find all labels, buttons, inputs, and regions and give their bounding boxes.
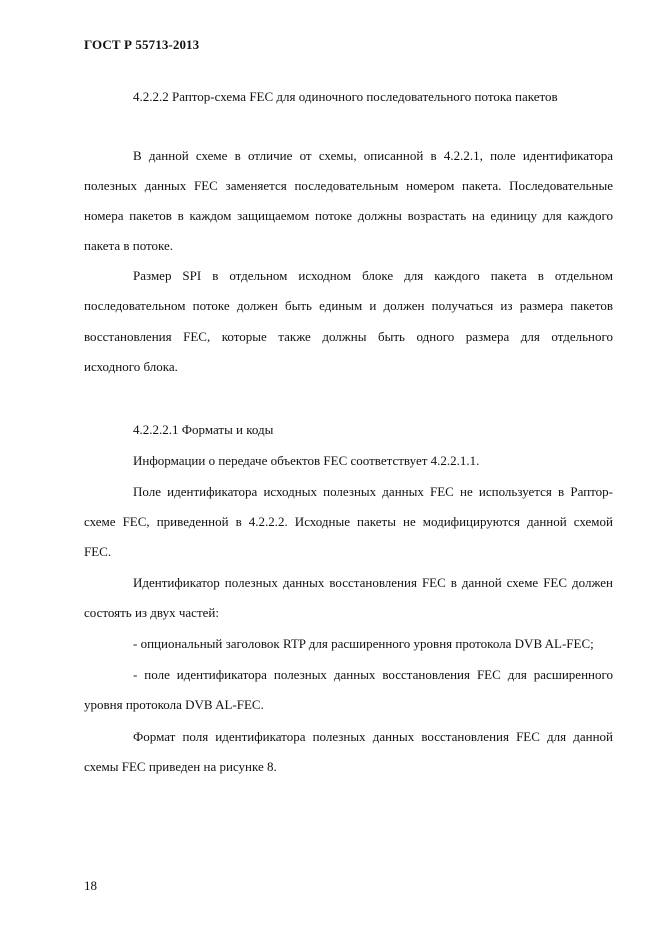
paragraph-1-line-3: номера пакетов в каждом защищаемом потоке должны возрастать на единицу для каждого: [84, 208, 613, 223]
paragraph-2-line-3: восстановления FEC, которые также должны быть одного размера для отдельного: [84, 329, 613, 344]
subsection-heading: 4.2.2.2.1 Форматы и коды: [133, 422, 274, 437]
paragraph-1-line-1: В данной схеме в отличие от схемы, описанной в 4.2.2.1, поле идентификатора: [133, 148, 613, 163]
paragraph-3: Информации о передаче объектов FEC соответствует 4.2.2.1.1.: [133, 453, 480, 468]
paragraph-2-line-4: исходного блока.: [84, 359, 178, 374]
paragraph-1-line-2: полезных данных FEC заменяется последовательным номером пакета. Последовательные: [84, 178, 613, 193]
section-heading: 4.2.2.2 Раптор-схема FEC для одиночного последовательного потока пакетов: [133, 89, 558, 104]
page-number: 18: [84, 878, 97, 893]
list-item-2-line-2: уровня протокола DVB AL-FEC.: [84, 697, 264, 712]
paragraph-5-line-1: Идентификатор полезных данных восстановления FEC в данной схеме FEC должен: [133, 575, 613, 590]
paragraph-2-line-1: Размер SPI в отдельном исходном блоке для каждого пакета в отдельном: [133, 268, 613, 283]
paragraph-4-line-3: FEC.: [84, 544, 112, 559]
paragraph-5-line-2: состоять из двух частей:: [84, 605, 219, 620]
document-code-header: ГОСТ Р 55713-2013: [84, 37, 200, 52]
list-item-1: - опциональный заголовок RTP для расширенного уровня протокола DVB AL-FEC;: [133, 636, 594, 651]
paragraph-2-line-2: последовательном потоке должен быть единым и должен получаться из размера пакетов: [84, 298, 613, 313]
paragraph-4-line-2: схеме FEC, приведенной в 4.2.2.2. Исходные пакеты не модифицируются данной схемой: [84, 514, 613, 529]
paragraph-6-line-2: схемы FEC приведен на рисунке 8.: [84, 759, 277, 774]
paragraph-4-line-1: Поле идентификатора исходных полезных данных FEC не используется в Раптор-: [133, 484, 613, 499]
paragraph-6-line-1: Формат поля идентификатора полезных данных восстановления FEC для данной: [133, 729, 613, 744]
paragraph-1-line-4: пакета в потоке.: [84, 238, 174, 253]
list-item-2-line-1: - поле идентификатора полезных данных восстановления FEC для расширенного: [133, 667, 613, 682]
